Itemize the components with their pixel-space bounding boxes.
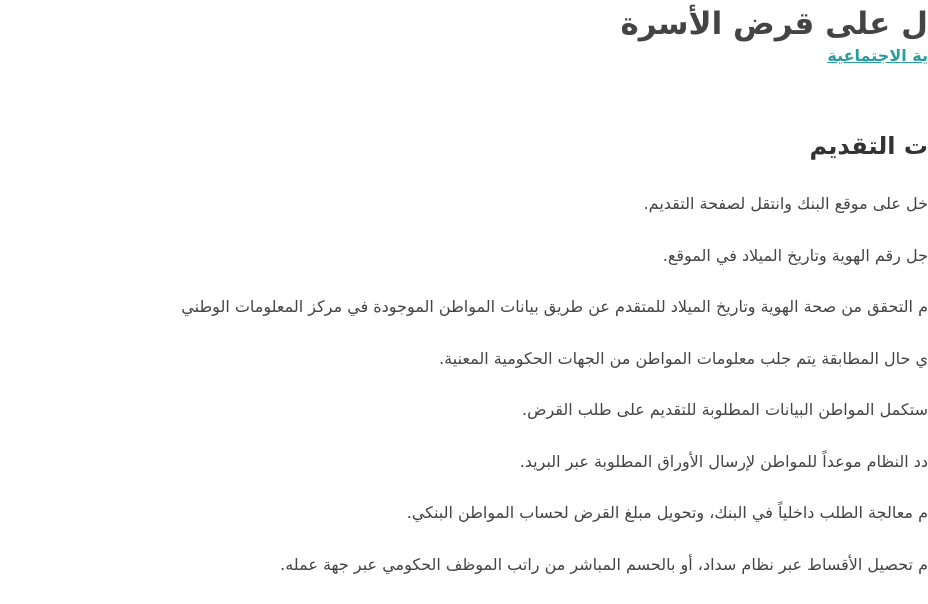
step-item: م التحقق من صحة الهوية وتاريخ الميلاد للمتقدم عن طريق بيانات المواطن الموجودة في مركز المعلومات الوطني: [181, 295, 928, 347]
steps-list: [181, 192, 928, 604]
step-item: ستكمل المواطن البيانات المطلوبة للتقديم على طلب القرض.: [181, 398, 928, 450]
section-heading: ت التقديم: [810, 126, 928, 166]
step-item: م تحصيل الأقساط عبر نظام سداد، أو بالحسم المباشر من راتب الموظف الحكومي عبر جهة عمله.: [181, 553, 928, 604]
step-item: ي حال المطابقة يتم جلب معلومات المواطن من الجهات الحكومية المعنية.: [181, 347, 928, 399]
page-title: ل على قرض الأسرة: [620, 0, 928, 50]
step-item: جل رقم الهوية وتاريخ الميلاد في الموقع.: [181, 244, 928, 296]
step-item: دد النظام موعداً للمواطن لإرسال الأوراق المطلوبة عبر البريد.: [181, 450, 928, 502]
step-item: خل على موقع البنك وانتقل لصفحة التقديم.: [181, 192, 928, 244]
category-link[interactable]: ية الاجتماعية: [827, 43, 928, 69]
step-item: م معالجة الطلب داخلياً في البنك، وتحويل مبلغ القرض لحساب المواطن البنكي.: [181, 501, 928, 553]
